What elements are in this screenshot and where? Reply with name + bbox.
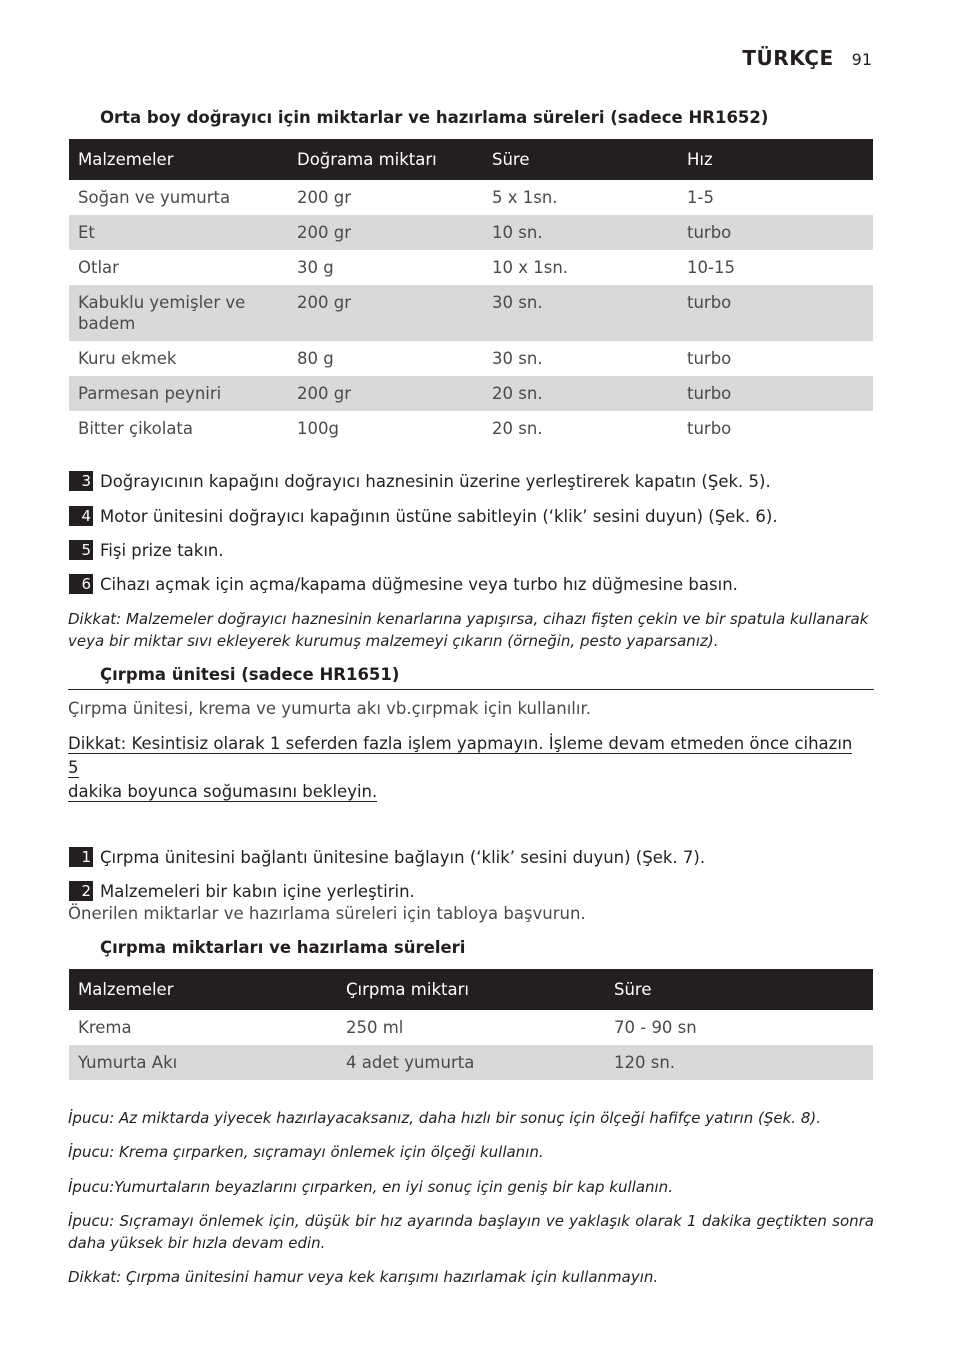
- table-cell: 1-5: [687, 188, 714, 207]
- table-cell: 120 sn.: [605, 1045, 873, 1080]
- table-cell: 200 gr: [288, 376, 483, 411]
- table-cell: 20 sn.: [483, 376, 678, 411]
- table-row: [69, 285, 873, 341]
- table-cell: 200 gr: [297, 188, 351, 207]
- step-number: 3: [69, 471, 93, 491]
- table-row: [69, 376, 873, 411]
- table-cell: turbo: [687, 349, 732, 368]
- whisk-section-title: Çırpma ünitesi (sadece HR1651): [100, 665, 400, 684]
- tip-note: İpucu:Yumurtaların beyazlarını çırparken, en iyi sonuç için geniş bir kap kullanın.: [68, 1178, 673, 1196]
- step-item: [69, 540, 224, 560]
- table-cell: Kabuklu yemişler ve badem: [69, 285, 288, 341]
- whisk-description: Çırpma ünitesi, krema ve yumurta akı vb.çırpmak için kullanılır.: [68, 699, 591, 718]
- table-header-row: [69, 139, 873, 180]
- step-item: [69, 881, 415, 901]
- table-cell: turbo: [678, 215, 873, 250]
- table-cell: 5 x 1sn.: [492, 188, 558, 207]
- step-number: 1: [69, 847, 93, 867]
- step-number: 5: [69, 540, 93, 560]
- step-text: Doğrayıcının kapağını doğrayıcı haznesinin üzerine yerleştirerek kapatın (Şek. 5).: [100, 471, 771, 491]
- page-number: 91: [851, 50, 872, 69]
- table-cell: 30 sn.: [483, 285, 678, 341]
- table-cell: 10-15: [687, 258, 735, 277]
- table-cell: Bitter çikolata: [78, 419, 194, 438]
- step-text: Çırpma ünitesini bağlantı ünitesine bağlayın (‘klik’ sesini duyun) (Şek. 7).: [100, 847, 706, 867]
- warning-line: dakika boyunca soğumasını bekleyin.: [68, 782, 378, 801]
- step-text: Cihazı açmak için açma/kapama düğmesine veya turbo hız düğmesine basın.: [100, 574, 738, 594]
- table-cell: 100g: [297, 419, 339, 438]
- table-cell: 10 sn.: [483, 215, 678, 250]
- table-row: [69, 1045, 873, 1080]
- table-row: [69, 250, 873, 285]
- table-header-row: [69, 969, 873, 1010]
- table-row: [69, 341, 873, 376]
- table-cell: turbo: [678, 285, 873, 341]
- step-item: [69, 471, 771, 491]
- table-cell: 80 g: [297, 349, 334, 368]
- language-label: TÜRKÇE: [742, 46, 834, 70]
- step-number: 6: [69, 574, 93, 594]
- caution-note: Dikkat: Çırpma ünitesini hamur veya kek karışımı hazırlamak için kullanmayın.: [68, 1268, 659, 1286]
- table-cell: Krema: [78, 1018, 132, 1037]
- table-cell: turbo: [678, 376, 873, 411]
- column-header: Hız: [678, 139, 873, 180]
- table-cell: Yumurta Akı: [69, 1045, 337, 1080]
- tip-note: İpucu: Sıçramayı önlemek için, düşük bir hız ayarında başlayın ve yaklaşık olarak 1 dakika geçtikten sonra daha yüksek bir hızla devam edin.: [68, 1212, 874, 1252]
- table-cell: 200 gr: [288, 215, 483, 250]
- column-header: Malzemeler: [69, 969, 337, 1010]
- table-row: [69, 180, 873, 215]
- step-item: [69, 506, 778, 526]
- table-cell: 30 sn.: [492, 349, 543, 368]
- step-item: [69, 574, 738, 594]
- column-header: Süre: [483, 139, 678, 180]
- table-cell: 4 adet yumurta: [337, 1045, 605, 1080]
- table-row: [69, 411, 873, 446]
- table-cell: Et: [69, 215, 288, 250]
- step-text: Fişi prize takın.: [100, 540, 224, 560]
- column-header: Süre: [605, 969, 873, 1010]
- step-text: Motor ünitesini doğrayıcı kapağının üstüne sabitleyin (‘klik’ sesini duyun) (Şek. 6).: [100, 506, 778, 526]
- table-cell: Parmesan peyniri: [69, 376, 288, 411]
- section-divider: [68, 689, 874, 690]
- table-cell: 200 gr: [288, 285, 483, 341]
- tip-note: İpucu: Az miktarda yiyecek hazırlayacaksanız, daha hızlı bir sonuç için ölçeği hafifçe yatırın (Şek. 8).: [68, 1109, 821, 1127]
- tip-note: İpucu: Krema çırparken, sıçramayı önlemek için ölçeği kullanın.: [68, 1143, 544, 1161]
- chopper-table-title: Orta boy doğrayıcı için miktarlar ve hazırlama süreleri (sadece HR1652): [100, 108, 769, 127]
- step-item: [69, 847, 705, 867]
- whisk-table-title: Çırpma miktarları ve hazırlama süreleri: [100, 938, 466, 957]
- table-cell: turbo: [687, 419, 732, 438]
- table-row: [69, 215, 873, 250]
- table-cell: Soğan ve yumurta: [78, 188, 231, 207]
- step-number: 2: [69, 881, 93, 901]
- column-header: Doğrama miktarı: [288, 139, 483, 180]
- step-number: 4: [69, 506, 93, 526]
- table-cell: 250 ml: [346, 1018, 404, 1037]
- table-cell: Kuru ekmek: [78, 349, 177, 368]
- table-cell: 30 g: [297, 258, 334, 277]
- column-header: Çırpma miktarı: [337, 969, 605, 1010]
- refer-text: Önerilen miktarlar ve hazırlama süreleri için tabloya başvurun.: [68, 904, 586, 923]
- table-cell: 20 sn.: [492, 419, 543, 438]
- table-cell: Otlar: [78, 258, 119, 277]
- table-row: [69, 1010, 873, 1045]
- whisk-quantities-table: [69, 969, 873, 1080]
- page-header: [742, 46, 872, 70]
- chopper-quantities-table: [69, 139, 873, 446]
- step-text: Malzemeleri bir kabın içine yerleştirin.: [100, 881, 415, 901]
- caution-note: Dikkat: Malzemeler doğrayıcı haznesinin kenarlarına yapışırsa, cihazı fişten çekin ve bir spatula kullanarak veya bir miktar sıvı ekleyerek kurumuş malzemeyi çıkarın (örneğin, pesto yaparsanız).: [68, 610, 869, 650]
- table-cell: 70 - 90 sn: [614, 1018, 697, 1037]
- column-header: Malzemeler: [69, 139, 288, 180]
- warning-line: Dikkat: Kesintisiz olarak 1 seferden fazla işlem yapmayın. İşleme devam etmeden önce cihazın 5: [68, 734, 853, 777]
- table-cell: 10 x 1sn.: [492, 258, 569, 277]
- whisk-warning: [68, 732, 868, 804]
